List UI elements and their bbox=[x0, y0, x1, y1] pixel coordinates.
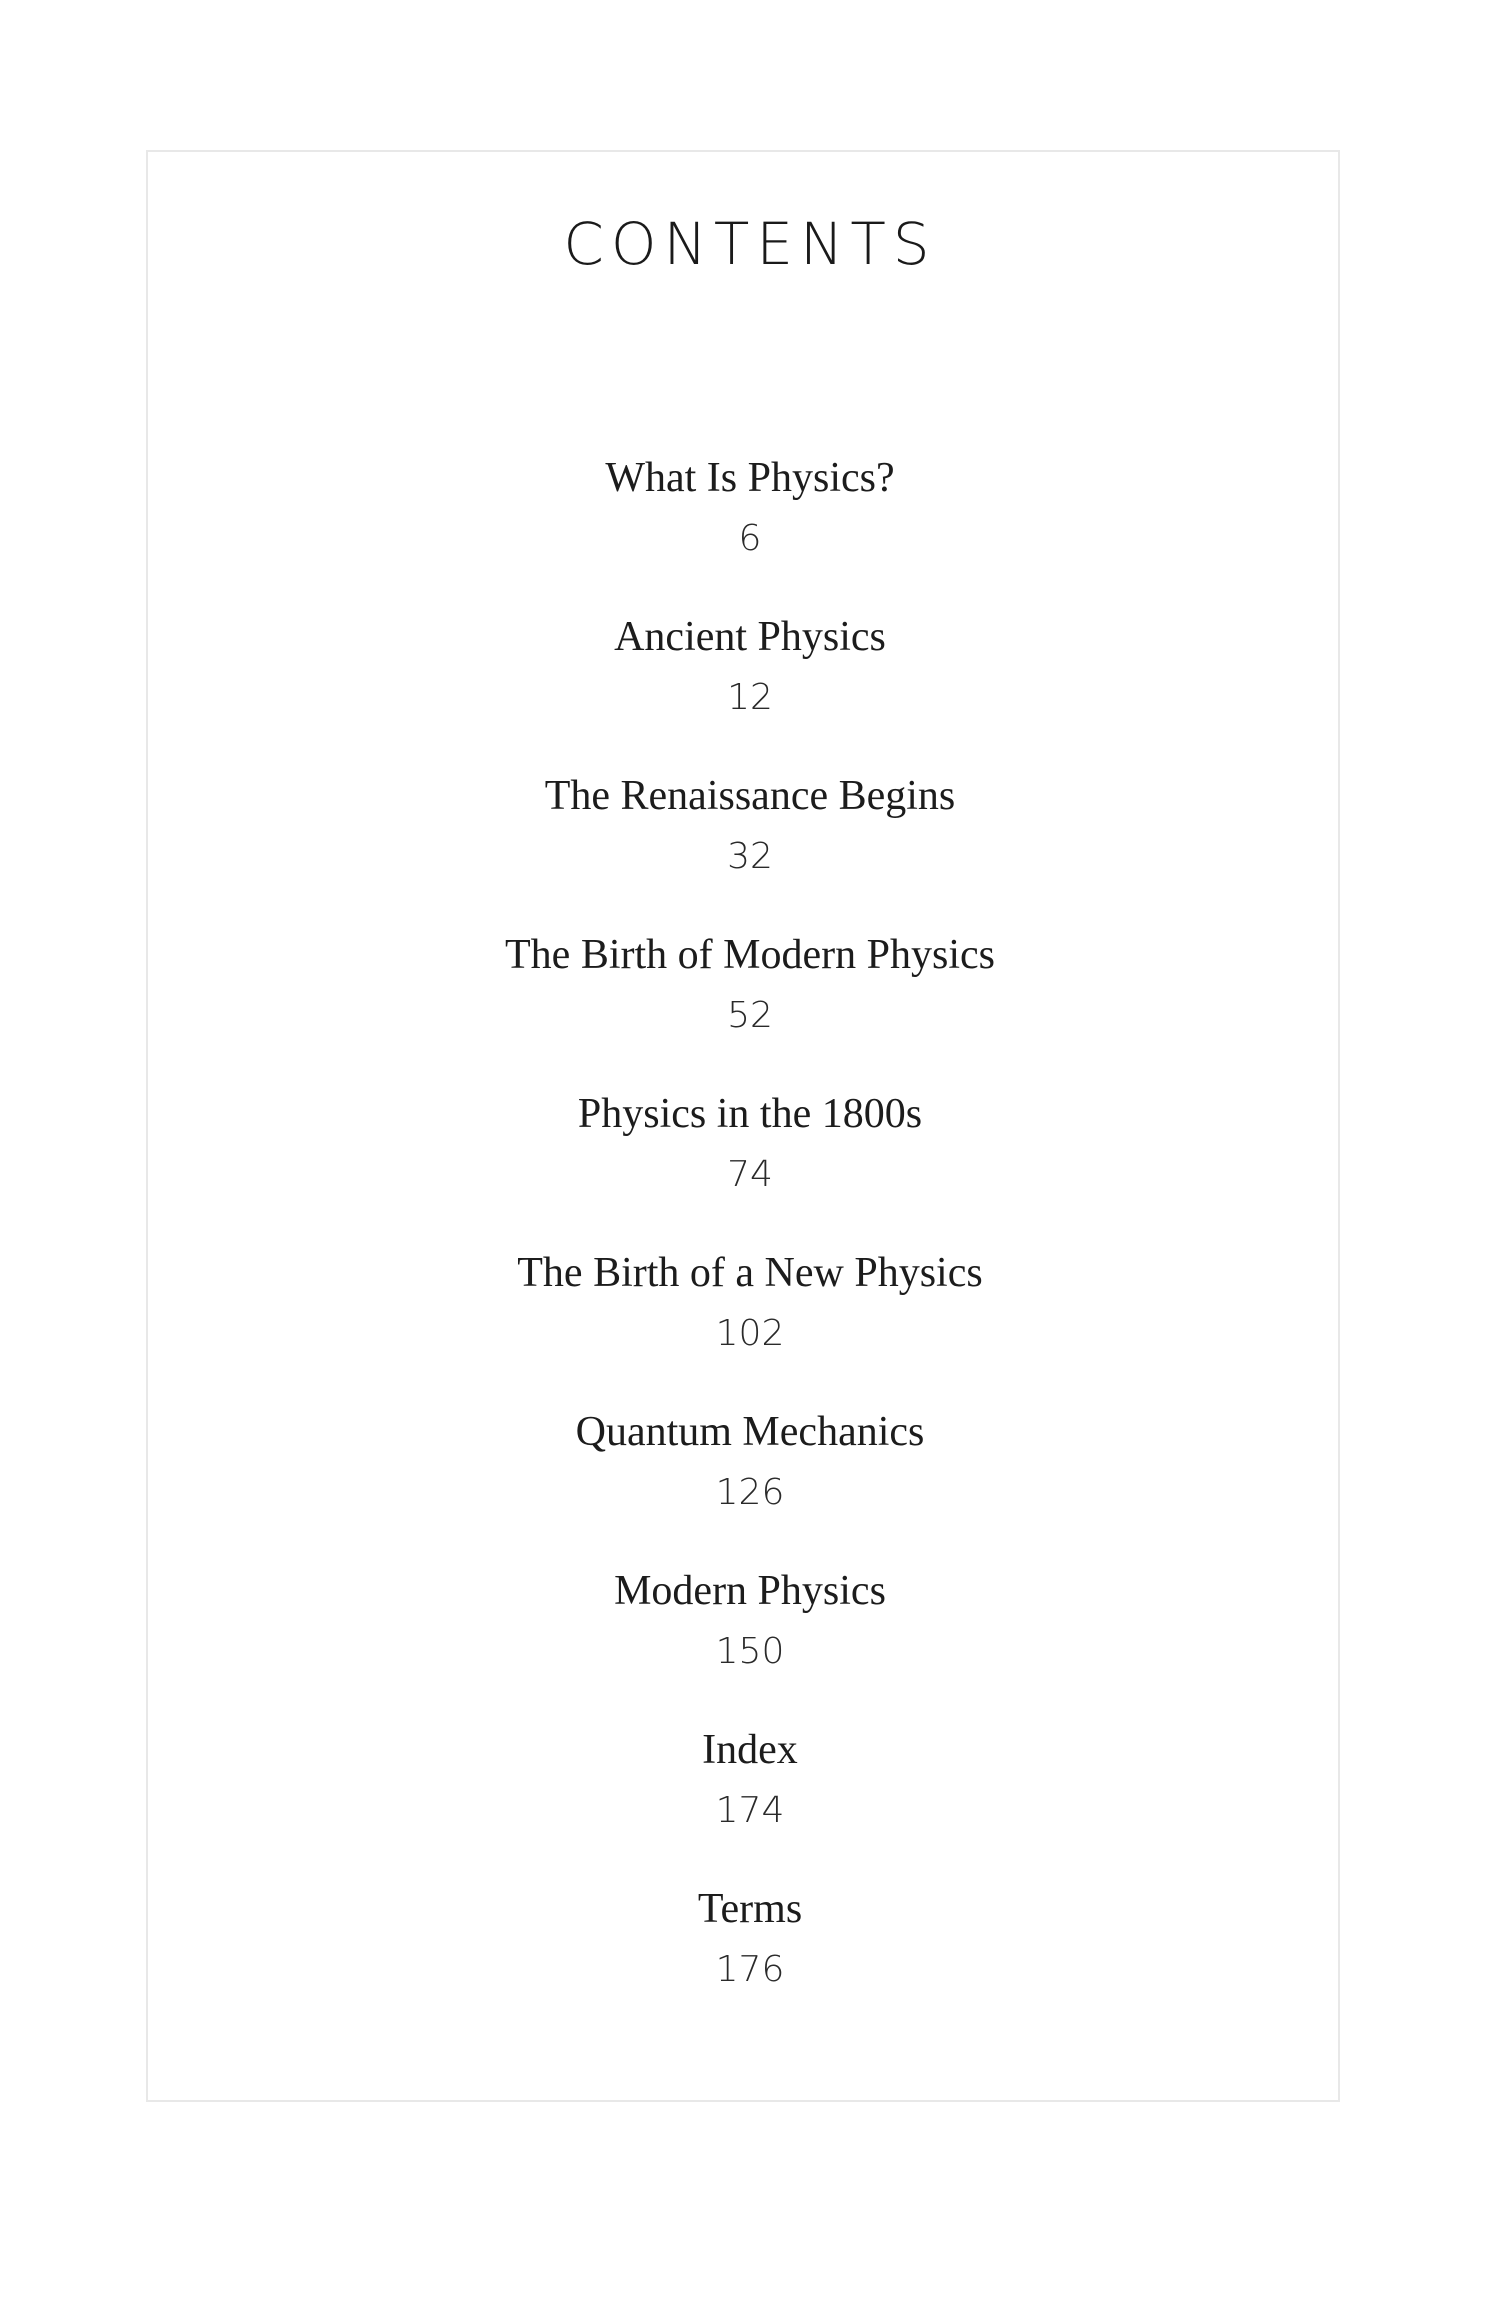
toc-entry[interactable] bbox=[0, 1720, 1500, 1879]
toc-entry[interactable] bbox=[0, 1879, 1500, 2038]
toc-entry[interactable] bbox=[0, 766, 1500, 925]
toc-entry[interactable] bbox=[0, 1561, 1500, 1720]
toc-entry-page-number: 150 bbox=[715, 1631, 785, 1672]
toc-entry-title: The Birth of Modern Physics bbox=[505, 932, 995, 978]
table-of-contents bbox=[0, 448, 1500, 2038]
toc-entry-title: Index bbox=[702, 1727, 798, 1773]
toc-entry-page-number: 74 bbox=[727, 1154, 773, 1195]
toc-entry[interactable] bbox=[0, 607, 1500, 766]
toc-entry[interactable] bbox=[0, 1402, 1500, 1561]
toc-entry-page-number: 102 bbox=[715, 1313, 785, 1354]
toc-entry-title: The Renaissance Begins bbox=[544, 773, 956, 819]
toc-entry-page-number: 52 bbox=[727, 995, 773, 1036]
toc-entry[interactable] bbox=[0, 1084, 1500, 1243]
toc-entry[interactable] bbox=[0, 448, 1500, 607]
toc-entry-title: Quantum Mechanics bbox=[575, 1409, 925, 1455]
toc-entry-page-number: 176 bbox=[715, 1949, 785, 1990]
toc-entry-page-number: 6 bbox=[738, 518, 762, 559]
toc-entry-title: Modern Physics bbox=[614, 1568, 886, 1614]
toc-entry-page-number: 126 bbox=[715, 1472, 785, 1513]
toc-entry-title: What Is Physics? bbox=[605, 455, 895, 501]
page-title: CONTENTS bbox=[563, 210, 937, 278]
toc-entry-title: The Birth of a New Physics bbox=[517, 1250, 983, 1296]
toc-entry-page-number: 32 bbox=[727, 836, 773, 877]
toc-entry-page-number: 174 bbox=[715, 1790, 785, 1831]
toc-entry-title: Terms bbox=[697, 1886, 803, 1932]
toc-entry-title: Ancient Physics bbox=[614, 614, 886, 660]
toc-entry-title: Physics in the 1800s bbox=[577, 1091, 923, 1137]
toc-entry-page-number: 12 bbox=[727, 677, 773, 718]
toc-entry[interactable] bbox=[0, 925, 1500, 1084]
toc-entry[interactable] bbox=[0, 1243, 1500, 1402]
